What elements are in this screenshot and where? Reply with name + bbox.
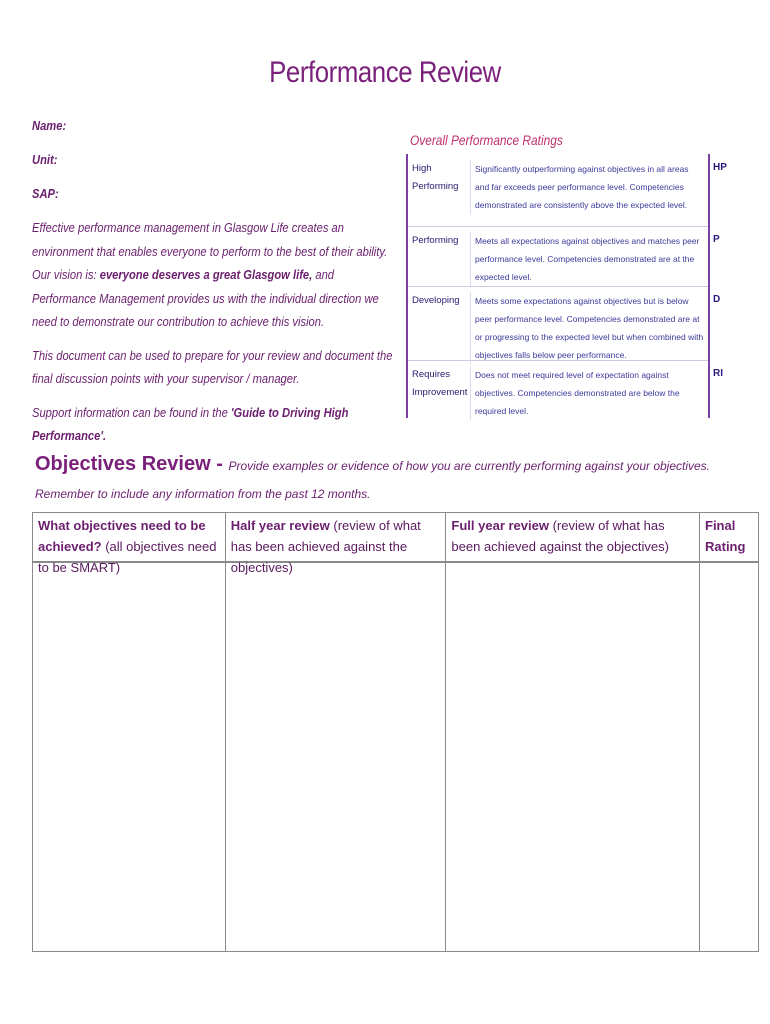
page-title: Performance Review xyxy=(269,56,501,89)
guide-reference: 'Guide to Driving High Performance'. xyxy=(32,404,349,443)
sap-label: SAP: xyxy=(32,186,59,201)
rating-description: Meets some expectations against objectives but is below peer performance level. Competencies demonstrated are at or progressing to the expected level but when combined with objectives falls below peer performance. xyxy=(470,292,705,364)
name-label: Name: xyxy=(32,118,67,133)
intro-paragraph: Effective performance management in Glasgow Life creates an environment that enables everyone to perform to the best of their ability. Our vision is: everyone deserves a great Glasgow life, and Performance Management provides us with the individual direction we need to demonstrate our contribution to achieve this vision. xyxy=(32,220,388,329)
objectives-instruction: Provide examples or evidence of how you are currently performing against your objectives. Remember to include any information from the past 12 months. xyxy=(35,459,711,501)
ratings-title: Overall Performance Ratings xyxy=(410,132,563,148)
support-paragraph: Support information can be found in the 'Guide to Driving High Performance'. xyxy=(32,404,349,443)
column-header-objectives: What objectives need to be achieved? (all objectives need to be SMART) xyxy=(33,513,226,563)
objectives-heading: Objectives Review - Provide examples or evidence of how you are currently performing against your objectives. Remember to include any information from the past 12 months. xyxy=(35,453,711,501)
rating-label: Requires Improvement xyxy=(412,369,468,398)
objectives-title: Objectives Review xyxy=(35,453,211,475)
rating-description: Does not meet required level of expectation against objectives. Competencies demonstrated are below the required level. xyxy=(470,366,705,420)
rating-label: High Performing xyxy=(412,163,459,192)
usage-paragraph: This document can be used to prepare for your review and document the final discussion points with your supervisor / manager. xyxy=(32,347,393,386)
rating-description: Significantly outperforming against objectives in all areas and far exceeds peer performance level. Competencies demonstrated are consistently above the expected level. xyxy=(470,160,705,214)
rating-code: HP xyxy=(713,162,727,173)
ratings-table xyxy=(406,154,727,418)
table-header-row xyxy=(33,513,759,563)
rating-code: P xyxy=(713,234,720,245)
vision-statement: everyone deserves a great Glasgow life, xyxy=(99,267,313,282)
intro-section xyxy=(32,114,392,458)
full-year-cell[interactable] xyxy=(446,562,700,952)
column-header-final-rating: Final Rating xyxy=(700,513,759,563)
column-header-full-year: Full year review (review of what has been achieved against the objectives) xyxy=(446,513,700,563)
rating-code: RI xyxy=(713,368,723,379)
rating-label: Developing xyxy=(412,295,460,306)
half-year-cell[interactable] xyxy=(225,562,446,952)
table-row xyxy=(33,562,759,952)
rating-code: D xyxy=(713,294,721,305)
rating-description: Meets all expectations against objectives and matches peer performance level. Competencies demonstrated are at the expected level. xyxy=(470,232,705,286)
rating-row-hp xyxy=(408,154,727,227)
column-header-half-year: Half year review (review of what has been achieved against the objectives) xyxy=(225,513,446,563)
rating-row-ri xyxy=(408,360,723,418)
objectives-cell[interactable] xyxy=(33,562,226,952)
rating-label: Performing xyxy=(412,235,459,246)
rating-row-p xyxy=(408,226,720,287)
objectives-table xyxy=(32,512,759,952)
rating-row-d xyxy=(408,286,721,361)
unit-label: Unit: xyxy=(32,152,58,167)
final-rating-cell[interactable] xyxy=(700,562,759,952)
